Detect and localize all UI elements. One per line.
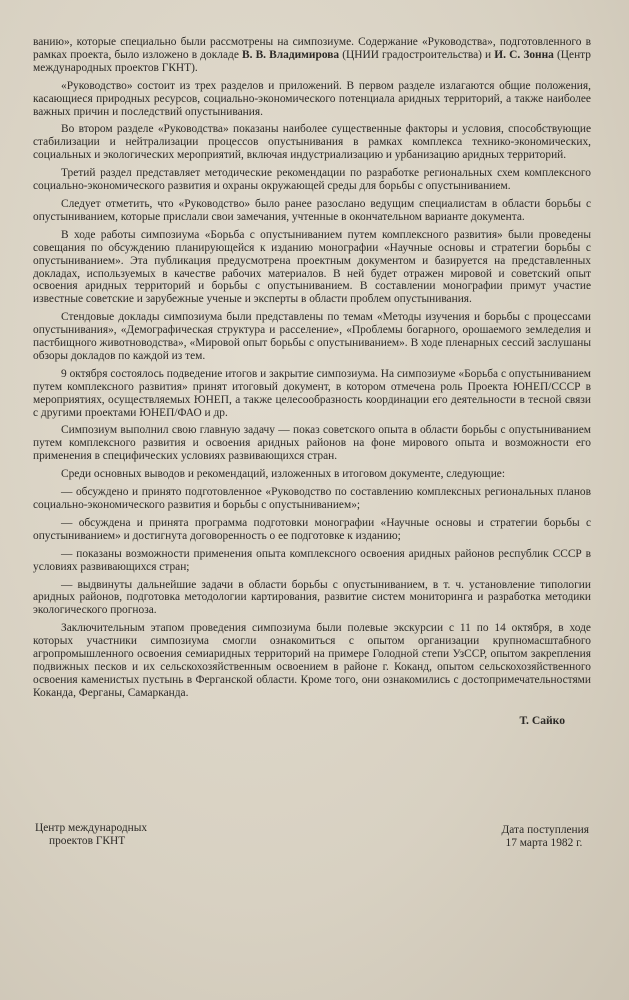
paragraph-6: В ходе работы симпозиума «Борьба с опустыниванием путем комплексного развития» были проведены совещания по обсуждению планирующейся к изданию монографии «Научные основы и стратегии борьбы с опустыниванием». Эта публикация предусмотрена проектным документом и базируется на представленных докладах, используемых в качестве рабочих материалов. В ней будет отражен мировой и советский опыт освоения аридных территорий и борьбы с опустыниванием. В составлении монографии примут участие известные советские и зарубежные ученые и эксперты в области проблем опустынивания. (33, 228, 591, 306)
paragraph-4: Третий раздел представляет методические рекомендации по разработке региональных схем комплексного социально-экономического развития и охраны окружающей среды для борьбы с опустыниванием. (33, 167, 591, 193)
author-name-zonn: И. С. Зонна (494, 48, 554, 61)
list-item: — обсуждена и принята программа подготовки монографии «Научные основы и стратегии борьбы с опустыниванием» и достигнута договоренность о ее подготовке к изданию; (33, 516, 591, 542)
list-item: — показаны возможности применения опыта комплексного освоения аридных районов республик СССР в условиях развивающихся стран; (33, 547, 591, 573)
received-date-block (502, 822, 591, 850)
paragraph-1-text-c: (Центр международных проектов ГКНТ). (33, 48, 591, 74)
article-body (33, 36, 591, 700)
received-date-label: Дата поступления (501, 824, 589, 836)
paragraph-1 (33, 36, 591, 75)
paragraph-8: 9 октября состоялось подведение итогов и закрытие симпозиума. На симпозиуме «Борьба с опустыниванием путем комплексного развития» принят итоговый документ, в котором отмечена роль Проекта ЮНЕП/СССР в мероприятиях, осуществляемых ЮНЕП, а также целесообразность координации его деятельности в тесной связи с другими проектами ЮНЕП/ФАО и др. (33, 367, 591, 419)
author-name-vladimirov: В. В. Владимирова (242, 48, 340, 61)
paragraph-7: Стендовые доклады симпозиума были представлены по темам «Методы изучения и борьбы с процессами опустынивания», «Демографическая структура и расселение», «Проблемы богарного, орошаемого земледелия и пастбищного животноводства», «Мировой опыт борьбы с опустыниванием». В ходе пленарных сессий заслушаны обзоры докладов по каждой из тем. (33, 311, 591, 362)
paragraph-9: Симпозиум выполнил свою главную задачу — показ советского опыта в области борьбы с опустыниванием путем комплексного развития и освоения аридных районов на фоне мирового опыта и возможности его применения в специфических условиях развивающихся стран. (33, 424, 591, 463)
author-signature: Т. Сайко (519, 713, 565, 727)
paragraph-1-text-b: (ЦНИИ градостроительства) и (339, 48, 495, 61)
paragraph-10: Среди основных выводов и рекомендаций, изложенных в итоговом документе, следующие: (61, 468, 506, 481)
list-item: — выдвинуты дальнейшие задачи в области борьбы с опустыниванием, в т. ч. установление типологии аридных районов, подготовка методологии картирования, развитие систем мониторинга и разработка методики экологического прогноза. (33, 578, 591, 617)
footer (33, 822, 591, 850)
paragraph-3: Во втором разделе «Руководства» показаны наиболее существенные факторы и условия, способствующие стабилизации и нейтрализации процессов опустынивания в рамках комплекса технико-экономических, социальных и экологических мероприятий, включая индустриализацию и урбанизацию аридных территорий. (33, 123, 591, 162)
received-date-value: 17 марта 1982 г. (505, 837, 583, 849)
list-item: — обсуждено и принято подготовленное «Руководство по составлению комплексных региональных планов социально-экономического развития и борьбы с опустыниванием»; (33, 486, 591, 511)
organization-line-2: проектов ГКНТ (49, 835, 126, 847)
paragraph-2: «Руководство» состоит из трех разделов и приложений. В первом разделе излагаются общие положения, касающиеся природных ресурсов, социально-экономического потенциала аридных территорий, а также наиболее важных причин и последствий опустынивания. (33, 79, 591, 118)
paragraph-5: Следует отметить, что «Руководство» было ранее разослано ведущим специалистам в области борьбы с опустыниванием, которые прислали свои замечания, учтенные в окончательном варианте документа. (33, 197, 591, 223)
organization-line-1: Центр международных (35, 822, 148, 834)
organization-block (33, 822, 147, 850)
paragraph-1-text-a: ванию», которые специально были рассмотрены на симпозиуме. Содержание «Руководства», подготовленного в рамках проекта, было изложено в докладе (33, 36, 591, 61)
paragraph-final: Заключительным этапом проведения симпозиума были полевые экскурсии с 11 по 14 октября, в ходе которых участники симпозиума смогли ознакомиться с опытом организации крупномасштабного агропромышленного освоения семиаридных территорий на примере Голодной степи УзССР, опытом закрепления подвижных песков и их сельскохозяйственным освоением в районе г. Коканд, опытом сельскохозяйственного освоения каменистых пустынь в Ферганской области. Кроме того, они ознакомились с достопримечательностями Коканда, Ферганы, Самарканда. (33, 622, 591, 699)
